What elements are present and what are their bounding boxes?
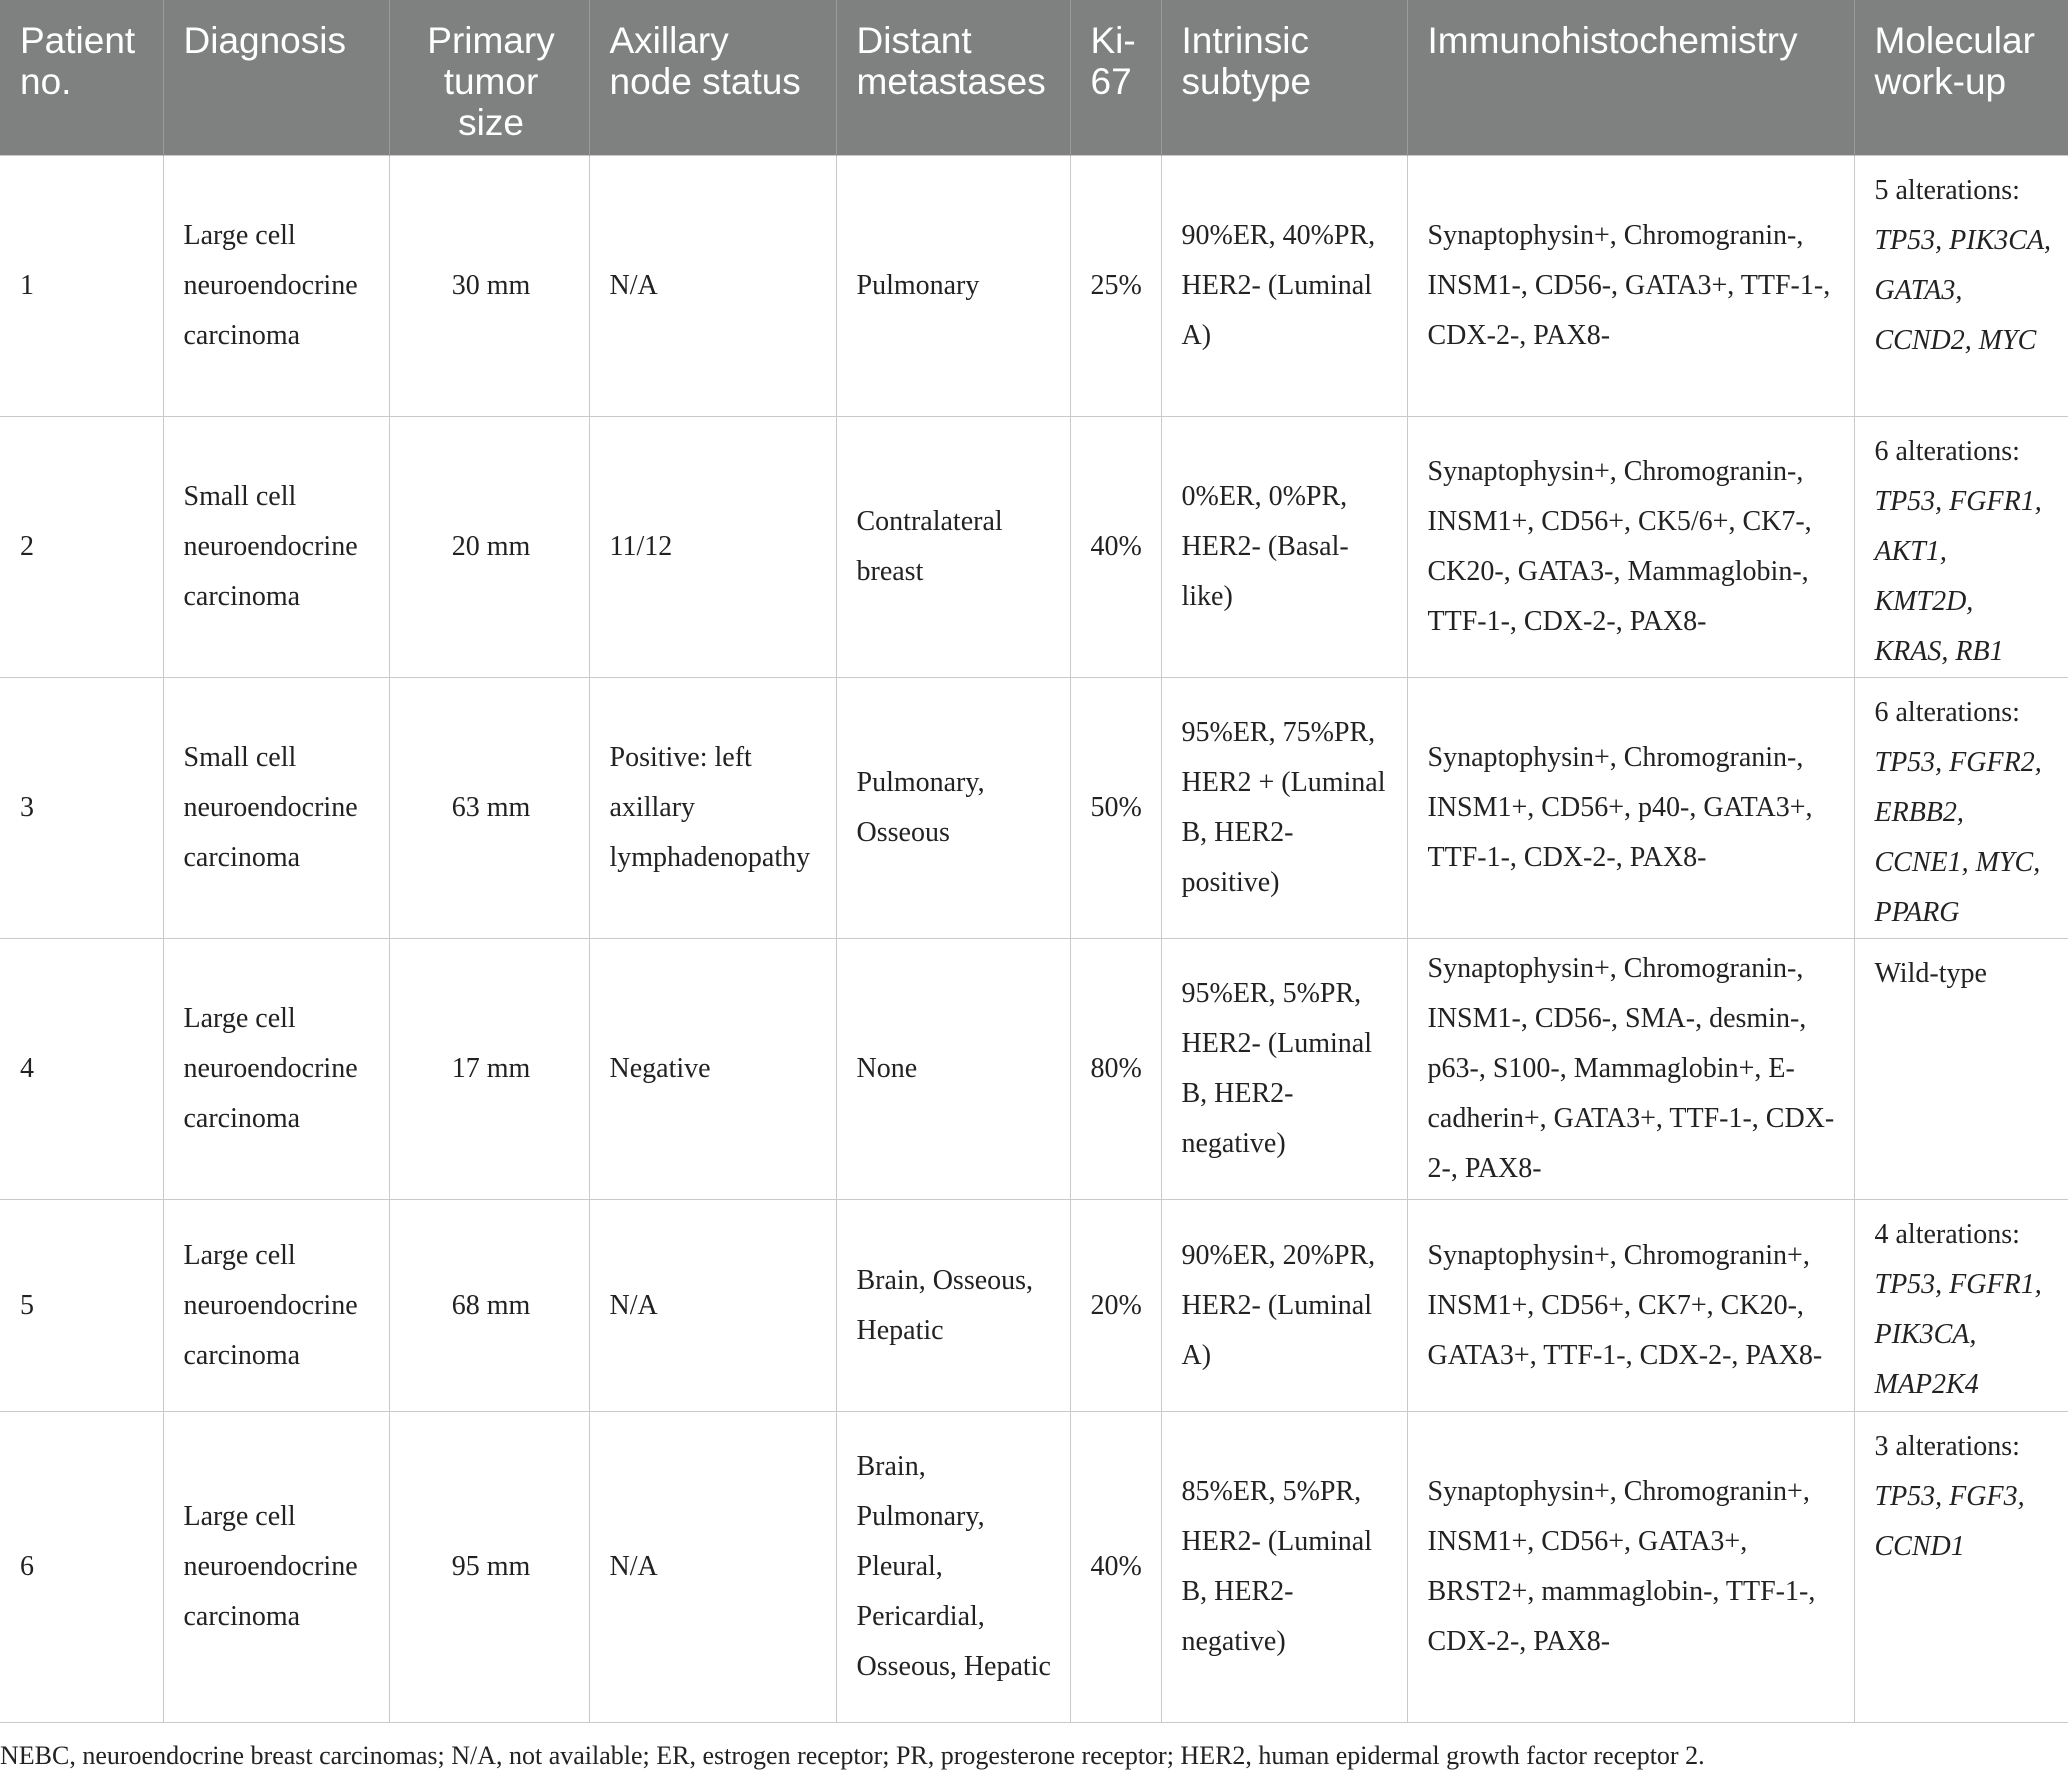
cell-diagnosis: Small cell neuroendocrine carcinoma <box>163 417 389 678</box>
table-row <box>0 1200 2068 1412</box>
header-primary-tumor-size: Primary tumor size <box>389 0 589 156</box>
molecular-genes: TP53, FGFR2, ERBB2, CCNE1, MYC, PPARG <box>1874 747 2042 928</box>
cell-intrinsic-subtype: 0%ER, 0%PR, HER2- (Basal-like) <box>1161 417 1407 678</box>
cell-ki67: 20% <box>1070 1200 1161 1412</box>
table-footnote: NEBC, neuroendocrine breast carcinomas; N/A, not available; ER, estrogen receptor; PR, progesterone receptor; HER2, human epidermal growth factor receptor 2. <box>0 1741 1705 1770</box>
cell-molecular-work-up <box>1854 156 2068 417</box>
cell-diagnosis: Large cell neuroendocrine carcinoma <box>163 939 389 1200</box>
cell-distant-metastases: Brain, Pulmonary, Pleural, Pericardial, Osseous, Hepatic <box>836 1412 1070 1723</box>
cell-immunohistochemistry: Synaptophysin+, Chromogranin+, INSM1+, CD56+, GATA3+, BRST2+, mammaglobin-, TTF-1-, CDX-2-, PAX8- <box>1407 1412 1854 1723</box>
cell-tumor-size: 17 mm <box>389 939 589 1200</box>
cell-molecular-work-up <box>1854 1200 2068 1412</box>
header-row <box>0 0 2068 156</box>
cell-distant-metastases: Brain, Osseous, Hepatic <box>836 1200 1070 1412</box>
cell-immunohistochemistry: Synaptophysin+, Chromogranin-, INSM1+, CD56+, p40-, GATA3+, TTF-1-, CDX-2-, PAX8- <box>1407 678 1854 939</box>
table-row <box>0 1412 2068 1723</box>
cell-distant-metastases: Pulmonary <box>836 156 1070 417</box>
cell-patient-no: 6 <box>0 1412 163 1723</box>
cell-axillary-node-status: N/A <box>589 1200 836 1412</box>
cell-tumor-size: 68 mm <box>389 1200 589 1412</box>
table-row <box>0 678 2068 939</box>
molecular-summary: 6 alterations: <box>1874 697 2020 728</box>
cell-molecular-work-up <box>1854 678 2068 939</box>
cell-intrinsic-subtype: 85%ER, 5%PR, HER2- (Luminal B, HER2-negative) <box>1161 1412 1407 1723</box>
cell-distant-metastases: Contralateral breast <box>836 417 1070 678</box>
molecular-genes: TP53, FGF3, CCND1 <box>1874 1481 2025 1562</box>
header-intrinsic-subtype: Intrinsic subtype <box>1161 0 1407 156</box>
cell-ki67: 40% <box>1070 417 1161 678</box>
cell-tumor-size: 20 mm <box>389 417 589 678</box>
cell-patient-no: 5 <box>0 1200 163 1412</box>
molecular-summary: 4 alterations: <box>1874 1219 2020 1250</box>
table-header <box>0 0 2068 156</box>
cell-immunohistochemistry: Synaptophysin+, Chromogranin-, INSM1+, CD56+, CK5/6+, CK7-, CK20-, GATA3-, Mammaglobin-, TTF-1-, CDX-2-, PAX8- <box>1407 417 1854 678</box>
molecular-summary: Wild-type <box>1874 958 1987 989</box>
cell-patient-no: 3 <box>0 678 163 939</box>
cell-ki67: 40% <box>1070 1412 1161 1723</box>
cell-intrinsic-subtype: 95%ER, 5%PR, HER2- (Luminal B, HER2-negative) <box>1161 939 1407 1200</box>
table-row <box>0 417 2068 678</box>
cell-axillary-node-status: N/A <box>589 156 836 417</box>
table-row <box>0 156 2068 417</box>
cell-axillary-node-status: Negative <box>589 939 836 1200</box>
cell-axillary-node-status: 11/12 <box>589 417 836 678</box>
cell-tumor-size: 63 mm <box>389 678 589 939</box>
header-axillary-node-status: Axillary node status <box>589 0 836 156</box>
table-body <box>0 156 2068 1723</box>
cell-immunohistochemistry: Synaptophysin+, Chromogranin-, INSM1-, CD56-, GATA3+, TTF-1-, CDX-2-, PAX8- <box>1407 156 1854 417</box>
cell-distant-metastases: None <box>836 939 1070 1200</box>
cell-immunohistochemistry: Synaptophysin+, Chromogranin+, INSM1+, CD56+, CK7+, CK20-, GATA3+, TTF-1-, CDX-2-, PAX8- <box>1407 1200 1854 1412</box>
cell-ki67: 80% <box>1070 939 1161 1200</box>
header-patient-no: Patient no. <box>0 0 163 156</box>
cell-patient-no: 2 <box>0 417 163 678</box>
cell-intrinsic-subtype: 90%ER, 40%PR, HER2- (Luminal A) <box>1161 156 1407 417</box>
cell-molecular-work-up <box>1854 939 2068 1200</box>
cell-axillary-node-status: N/A <box>589 1412 836 1723</box>
cell-diagnosis: Large cell neuroendocrine carcinoma <box>163 1412 389 1723</box>
cell-patient-no: 4 <box>0 939 163 1200</box>
header-immunohistochemistry: Immunohistochemistry <box>1407 0 1854 156</box>
molecular-genes: TP53, FGFR1, AKT1, KMT2D, KRAS, RB1 <box>1874 486 2042 667</box>
cell-tumor-size: 95 mm <box>389 1412 589 1723</box>
cell-diagnosis: Small cell neuroendocrine carcinoma <box>163 678 389 939</box>
cell-ki67: 25% <box>1070 156 1161 417</box>
cell-axillary-node-status: Positive: left axillary lymphadenopathy <box>589 678 836 939</box>
cell-patient-no: 1 <box>0 156 163 417</box>
cell-molecular-work-up <box>1854 1412 2068 1723</box>
molecular-summary: 5 alterations: <box>1874 175 2020 206</box>
cell-ki67: 50% <box>1070 678 1161 939</box>
cell-diagnosis: Large cell neuroendocrine carcinoma <box>163 156 389 417</box>
molecular-genes: TP53, FGFR1, PIK3CA, MAP2K4 <box>1874 1269 2042 1400</box>
cell-diagnosis: Large cell neuroendocrine carcinoma <box>163 1200 389 1412</box>
header-molecular-work-up: Molecular work-up <box>1854 0 2068 156</box>
molecular-summary: 6 alterations: <box>1874 436 2020 467</box>
table-row <box>0 939 2068 1200</box>
header-ki67: Ki-67 <box>1070 0 1161 156</box>
header-distant-metastases: Distant metastases <box>836 0 1070 156</box>
cell-molecular-work-up <box>1854 417 2068 678</box>
molecular-summary: 3 alterations: <box>1874 1431 2020 1462</box>
cell-intrinsic-subtype: 95%ER, 75%PR, HER2 + (Luminal B, HER2-positive) <box>1161 678 1407 939</box>
molecular-genes: TP53, PIK3CA, GATA3, CCND2, MYC <box>1874 225 2052 356</box>
cell-immunohistochemistry: Synaptophysin+, Chromogranin-, INSM1-, CD56-, SMA-, desmin-, p63-, S100-, Mammaglobin+, E-cadherin+, GATA3+, TTF-1-, CDX-2-, PAX8- <box>1407 939 1854 1200</box>
cell-tumor-size: 30 mm <box>389 156 589 417</box>
header-diagnosis: Diagnosis <box>163 0 389 156</box>
cell-distant-metastases: Pulmonary, Osseous <box>836 678 1070 939</box>
cell-intrinsic-subtype: 90%ER, 20%PR, HER2- (Luminal A) <box>1161 1200 1407 1412</box>
